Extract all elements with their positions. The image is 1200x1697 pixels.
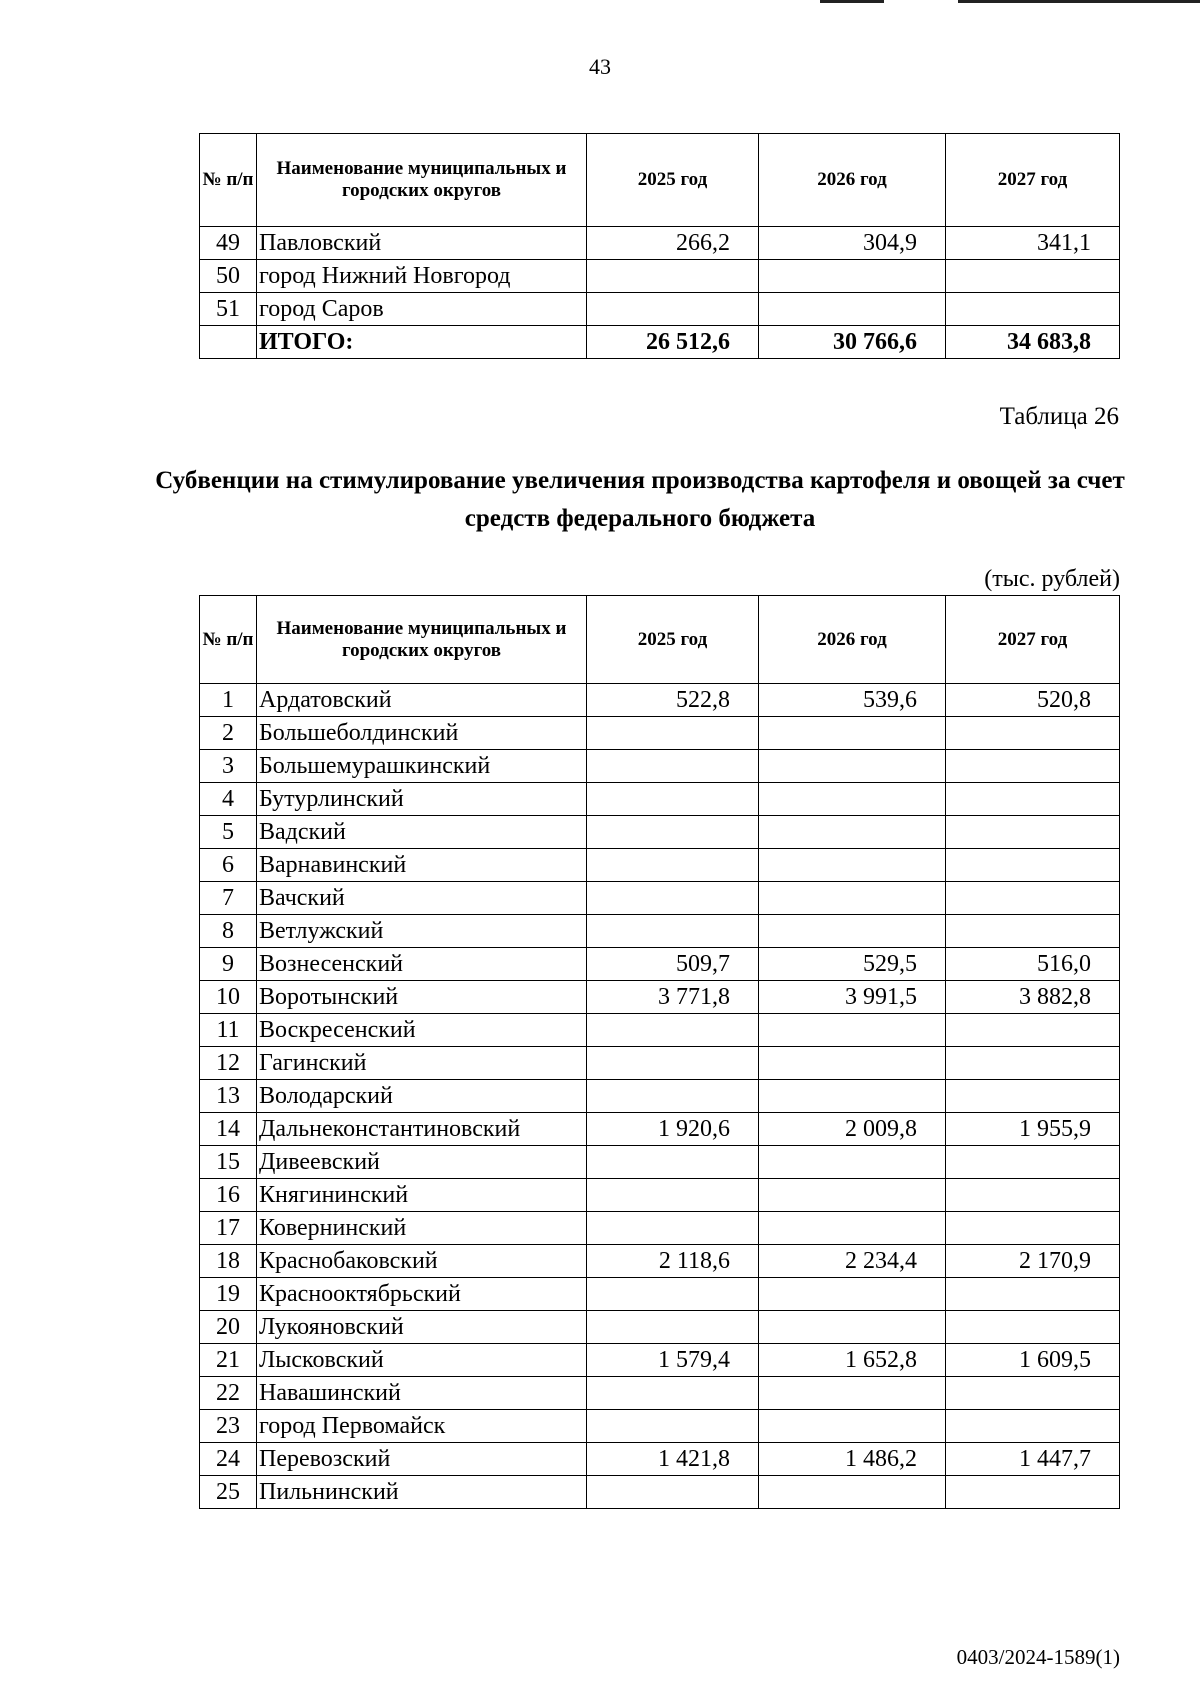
value-2025	[587, 1080, 759, 1113]
district-name: Краснооктябрьский	[257, 1278, 587, 1311]
table-header-row	[200, 134, 1120, 227]
table-row	[200, 948, 1120, 981]
table-row	[200, 915, 1120, 948]
value-2025: 1 579,4	[587, 1344, 759, 1377]
subvention-table	[199, 595, 1120, 1509]
value-2026: 3 991,5	[759, 981, 946, 1014]
table-row	[200, 1113, 1120, 1146]
table-row	[200, 1311, 1120, 1344]
table-number-label: Таблица 26	[999, 403, 1119, 430]
header-2025: 2025 год	[587, 134, 759, 227]
value-2026	[759, 1476, 946, 1509]
row-number: 6	[200, 849, 257, 882]
top-border-line-left	[820, 0, 884, 3]
value-2025	[587, 1311, 759, 1344]
value-2027	[946, 1179, 1120, 1212]
value-2027	[946, 1212, 1120, 1245]
value-2025	[587, 915, 759, 948]
row-number: 14	[200, 1113, 257, 1146]
value-2026	[759, 1014, 946, 1047]
value-2025: 1 421,8	[587, 1443, 759, 1476]
row-number: 17	[200, 1212, 257, 1245]
header-2026: 2026 год	[759, 134, 946, 227]
value-2026	[759, 1377, 946, 1410]
row-number: 10	[200, 981, 257, 1014]
value-2025	[587, 293, 759, 326]
row-number: 13	[200, 1080, 257, 1113]
row-number: 50	[200, 260, 257, 293]
value-2025: 1 920,6	[587, 1113, 759, 1146]
value-2027	[946, 816, 1120, 849]
value-2027	[946, 1014, 1120, 1047]
row-number: 23	[200, 1410, 257, 1443]
value-2027	[946, 1080, 1120, 1113]
value-2026: 1 486,2	[759, 1443, 946, 1476]
top-border-line-right	[958, 0, 1200, 3]
value-2025	[587, 783, 759, 816]
table-row	[200, 684, 1120, 717]
total-empty-cell	[200, 326, 257, 359]
value-2027	[946, 717, 1120, 750]
district-name: Лысковский	[257, 1344, 587, 1377]
value-2027	[946, 1047, 1120, 1080]
table-row	[200, 1047, 1120, 1080]
table-row	[200, 293, 1120, 326]
table-row	[200, 849, 1120, 882]
district-name: Бутурлинский	[257, 783, 587, 816]
row-number: 18	[200, 1245, 257, 1278]
district-name: Вадский	[257, 816, 587, 849]
row-number: 4	[200, 783, 257, 816]
value-2025: 2 118,6	[587, 1245, 759, 1278]
value-2027	[946, 882, 1120, 915]
header-name: Наименование муниципальных и городских округов	[257, 596, 587, 684]
value-2026	[759, 260, 946, 293]
value-2027: 1 609,5	[946, 1344, 1120, 1377]
value-2025	[587, 1476, 759, 1509]
value-2026	[759, 717, 946, 750]
total-row	[200, 326, 1120, 359]
value-2026	[759, 1047, 946, 1080]
district-name: Большеболдинский	[257, 717, 587, 750]
value-2026: 1 652,8	[759, 1344, 946, 1377]
table-row	[200, 260, 1120, 293]
value-2025	[587, 1014, 759, 1047]
header-2026: 2026 год	[759, 596, 946, 684]
district-name: город Нижний Новгород	[257, 260, 587, 293]
row-number: 11	[200, 1014, 257, 1047]
value-2027: 1 955,9	[946, 1113, 1120, 1146]
value-2025	[587, 1410, 759, 1443]
table-row	[200, 783, 1120, 816]
district-name: Воскресенский	[257, 1014, 587, 1047]
district-name: город Саров	[257, 293, 587, 326]
value-2026: 2 234,4	[759, 1245, 946, 1278]
district-name: Дальнеконстантиновский	[257, 1113, 587, 1146]
district-name: Перевозский	[257, 1443, 587, 1476]
continued-table	[199, 133, 1120, 359]
value-2025	[587, 882, 759, 915]
value-2026	[759, 293, 946, 326]
district-name: Варнавинский	[257, 849, 587, 882]
district-name: Навашинский	[257, 1377, 587, 1410]
table-header-row	[200, 596, 1120, 684]
district-name: город Первомайск	[257, 1410, 587, 1443]
value-2026	[759, 1179, 946, 1212]
table-row	[200, 227, 1120, 260]
header-2027: 2027 год	[946, 134, 1120, 227]
table-row	[200, 1212, 1120, 1245]
value-2026	[759, 1146, 946, 1179]
continued-table-body	[200, 227, 1120, 359]
value-2026	[759, 1278, 946, 1311]
district-name: Павловский	[257, 227, 587, 260]
value-2025	[587, 1278, 759, 1311]
district-name: Вознесенский	[257, 948, 587, 981]
document-code: 0403/2024-1589(1)	[956, 1645, 1120, 1669]
table-row	[200, 1443, 1120, 1476]
total-2026: 30 766,6	[759, 326, 946, 359]
district-name: Большемурашкинский	[257, 750, 587, 783]
district-name: Ковернинский	[257, 1212, 587, 1245]
row-number: 24	[200, 1443, 257, 1476]
value-2027	[946, 1146, 1120, 1179]
table-row	[200, 1278, 1120, 1311]
row-number: 49	[200, 227, 257, 260]
value-2026	[759, 915, 946, 948]
row-number: 16	[200, 1179, 257, 1212]
value-2026	[759, 750, 946, 783]
value-2025	[587, 1377, 759, 1410]
value-2027	[946, 915, 1120, 948]
table-row	[200, 750, 1120, 783]
value-2025: 522,8	[587, 684, 759, 717]
row-number: 19	[200, 1278, 257, 1311]
table-row	[200, 1146, 1120, 1179]
value-2026	[759, 783, 946, 816]
row-number: 2	[200, 717, 257, 750]
value-2027	[946, 1476, 1120, 1509]
district-name: Воротынский	[257, 981, 587, 1014]
units-label: (тыс. рублей)	[984, 566, 1120, 592]
table-row	[200, 1476, 1120, 1509]
row-number: 1	[200, 684, 257, 717]
value-2025	[587, 717, 759, 750]
district-name: Лукояновский	[257, 1311, 587, 1344]
value-2026: 529,5	[759, 948, 946, 981]
row-number: 8	[200, 915, 257, 948]
value-2027	[946, 260, 1120, 293]
value-2027	[946, 783, 1120, 816]
row-number: 9	[200, 948, 257, 981]
row-number: 12	[200, 1047, 257, 1080]
value-2026: 539,6	[759, 684, 946, 717]
row-number: 7	[200, 882, 257, 915]
header-name: Наименование муниципальных и городских округов	[257, 134, 587, 227]
table-row	[200, 1344, 1120, 1377]
header-num: № п/п	[200, 134, 257, 227]
table-row	[200, 1410, 1120, 1443]
table-row	[200, 1179, 1120, 1212]
value-2025	[587, 750, 759, 783]
total-2027: 34 683,8	[946, 326, 1120, 359]
value-2027: 3 882,8	[946, 981, 1120, 1014]
header-num: № п/п	[200, 596, 257, 684]
district-name: Краснобаковский	[257, 1245, 587, 1278]
district-name: Вачский	[257, 882, 587, 915]
value-2025	[587, 1212, 759, 1245]
value-2026	[759, 816, 946, 849]
row-number: 51	[200, 293, 257, 326]
row-number: 21	[200, 1344, 257, 1377]
total-label: ИТОГО:	[257, 326, 587, 359]
header-2025: 2025 год	[587, 596, 759, 684]
table-row	[200, 981, 1120, 1014]
value-2026	[759, 1410, 946, 1443]
district-name: Пильнинский	[257, 1476, 587, 1509]
district-name: Ветлужский	[257, 915, 587, 948]
header-2027: 2027 год	[946, 596, 1120, 684]
table-row	[200, 1245, 1120, 1278]
value-2027: 520,8	[946, 684, 1120, 717]
row-number: 3	[200, 750, 257, 783]
table-title: Субвенции на стимулирование увеличения производства картофеля и овощей за счет средств федерального бюджета	[155, 467, 1125, 532]
district-name: Ардатовский	[257, 684, 587, 717]
district-name: Володарский	[257, 1080, 587, 1113]
table-row	[200, 1377, 1120, 1410]
value-2027	[946, 1410, 1120, 1443]
value-2025	[587, 1047, 759, 1080]
value-2027	[946, 293, 1120, 326]
value-2025	[587, 1146, 759, 1179]
value-2026	[759, 1080, 946, 1113]
district-name: Гагинский	[257, 1047, 587, 1080]
value-2027	[946, 1377, 1120, 1410]
district-name: Дивеевский	[257, 1146, 587, 1179]
row-number: 22	[200, 1377, 257, 1410]
row-number: 25	[200, 1476, 257, 1509]
value-2026: 2 009,8	[759, 1113, 946, 1146]
page-number: 43	[589, 54, 611, 79]
value-2027: 1 447,7	[946, 1443, 1120, 1476]
district-name: Княгининский	[257, 1179, 587, 1212]
value-2027	[946, 750, 1120, 783]
value-2025	[587, 1179, 759, 1212]
value-2025: 509,7	[587, 948, 759, 981]
value-2025	[587, 260, 759, 293]
value-2027	[946, 849, 1120, 882]
value-2025: 266,2	[587, 227, 759, 260]
table-row	[200, 882, 1120, 915]
table-row	[200, 816, 1120, 849]
value-2026	[759, 849, 946, 882]
value-2025: 3 771,8	[587, 981, 759, 1014]
row-number: 5	[200, 816, 257, 849]
value-2026: 304,9	[759, 227, 946, 260]
row-number: 20	[200, 1311, 257, 1344]
subvention-table-body	[200, 684, 1120, 1509]
row-number: 15	[200, 1146, 257, 1179]
value-2027	[946, 1278, 1120, 1311]
value-2026	[759, 882, 946, 915]
value-2027	[946, 1311, 1120, 1344]
value-2027: 2 170,9	[946, 1245, 1120, 1278]
total-2025: 26 512,6	[587, 326, 759, 359]
value-2027: 516,0	[946, 948, 1120, 981]
value-2026	[759, 1212, 946, 1245]
value-2026	[759, 1311, 946, 1344]
table-row	[200, 717, 1120, 750]
table-row	[200, 1080, 1120, 1113]
value-2025	[587, 849, 759, 882]
table-row	[200, 1014, 1120, 1047]
value-2027: 341,1	[946, 227, 1120, 260]
value-2025	[587, 816, 759, 849]
